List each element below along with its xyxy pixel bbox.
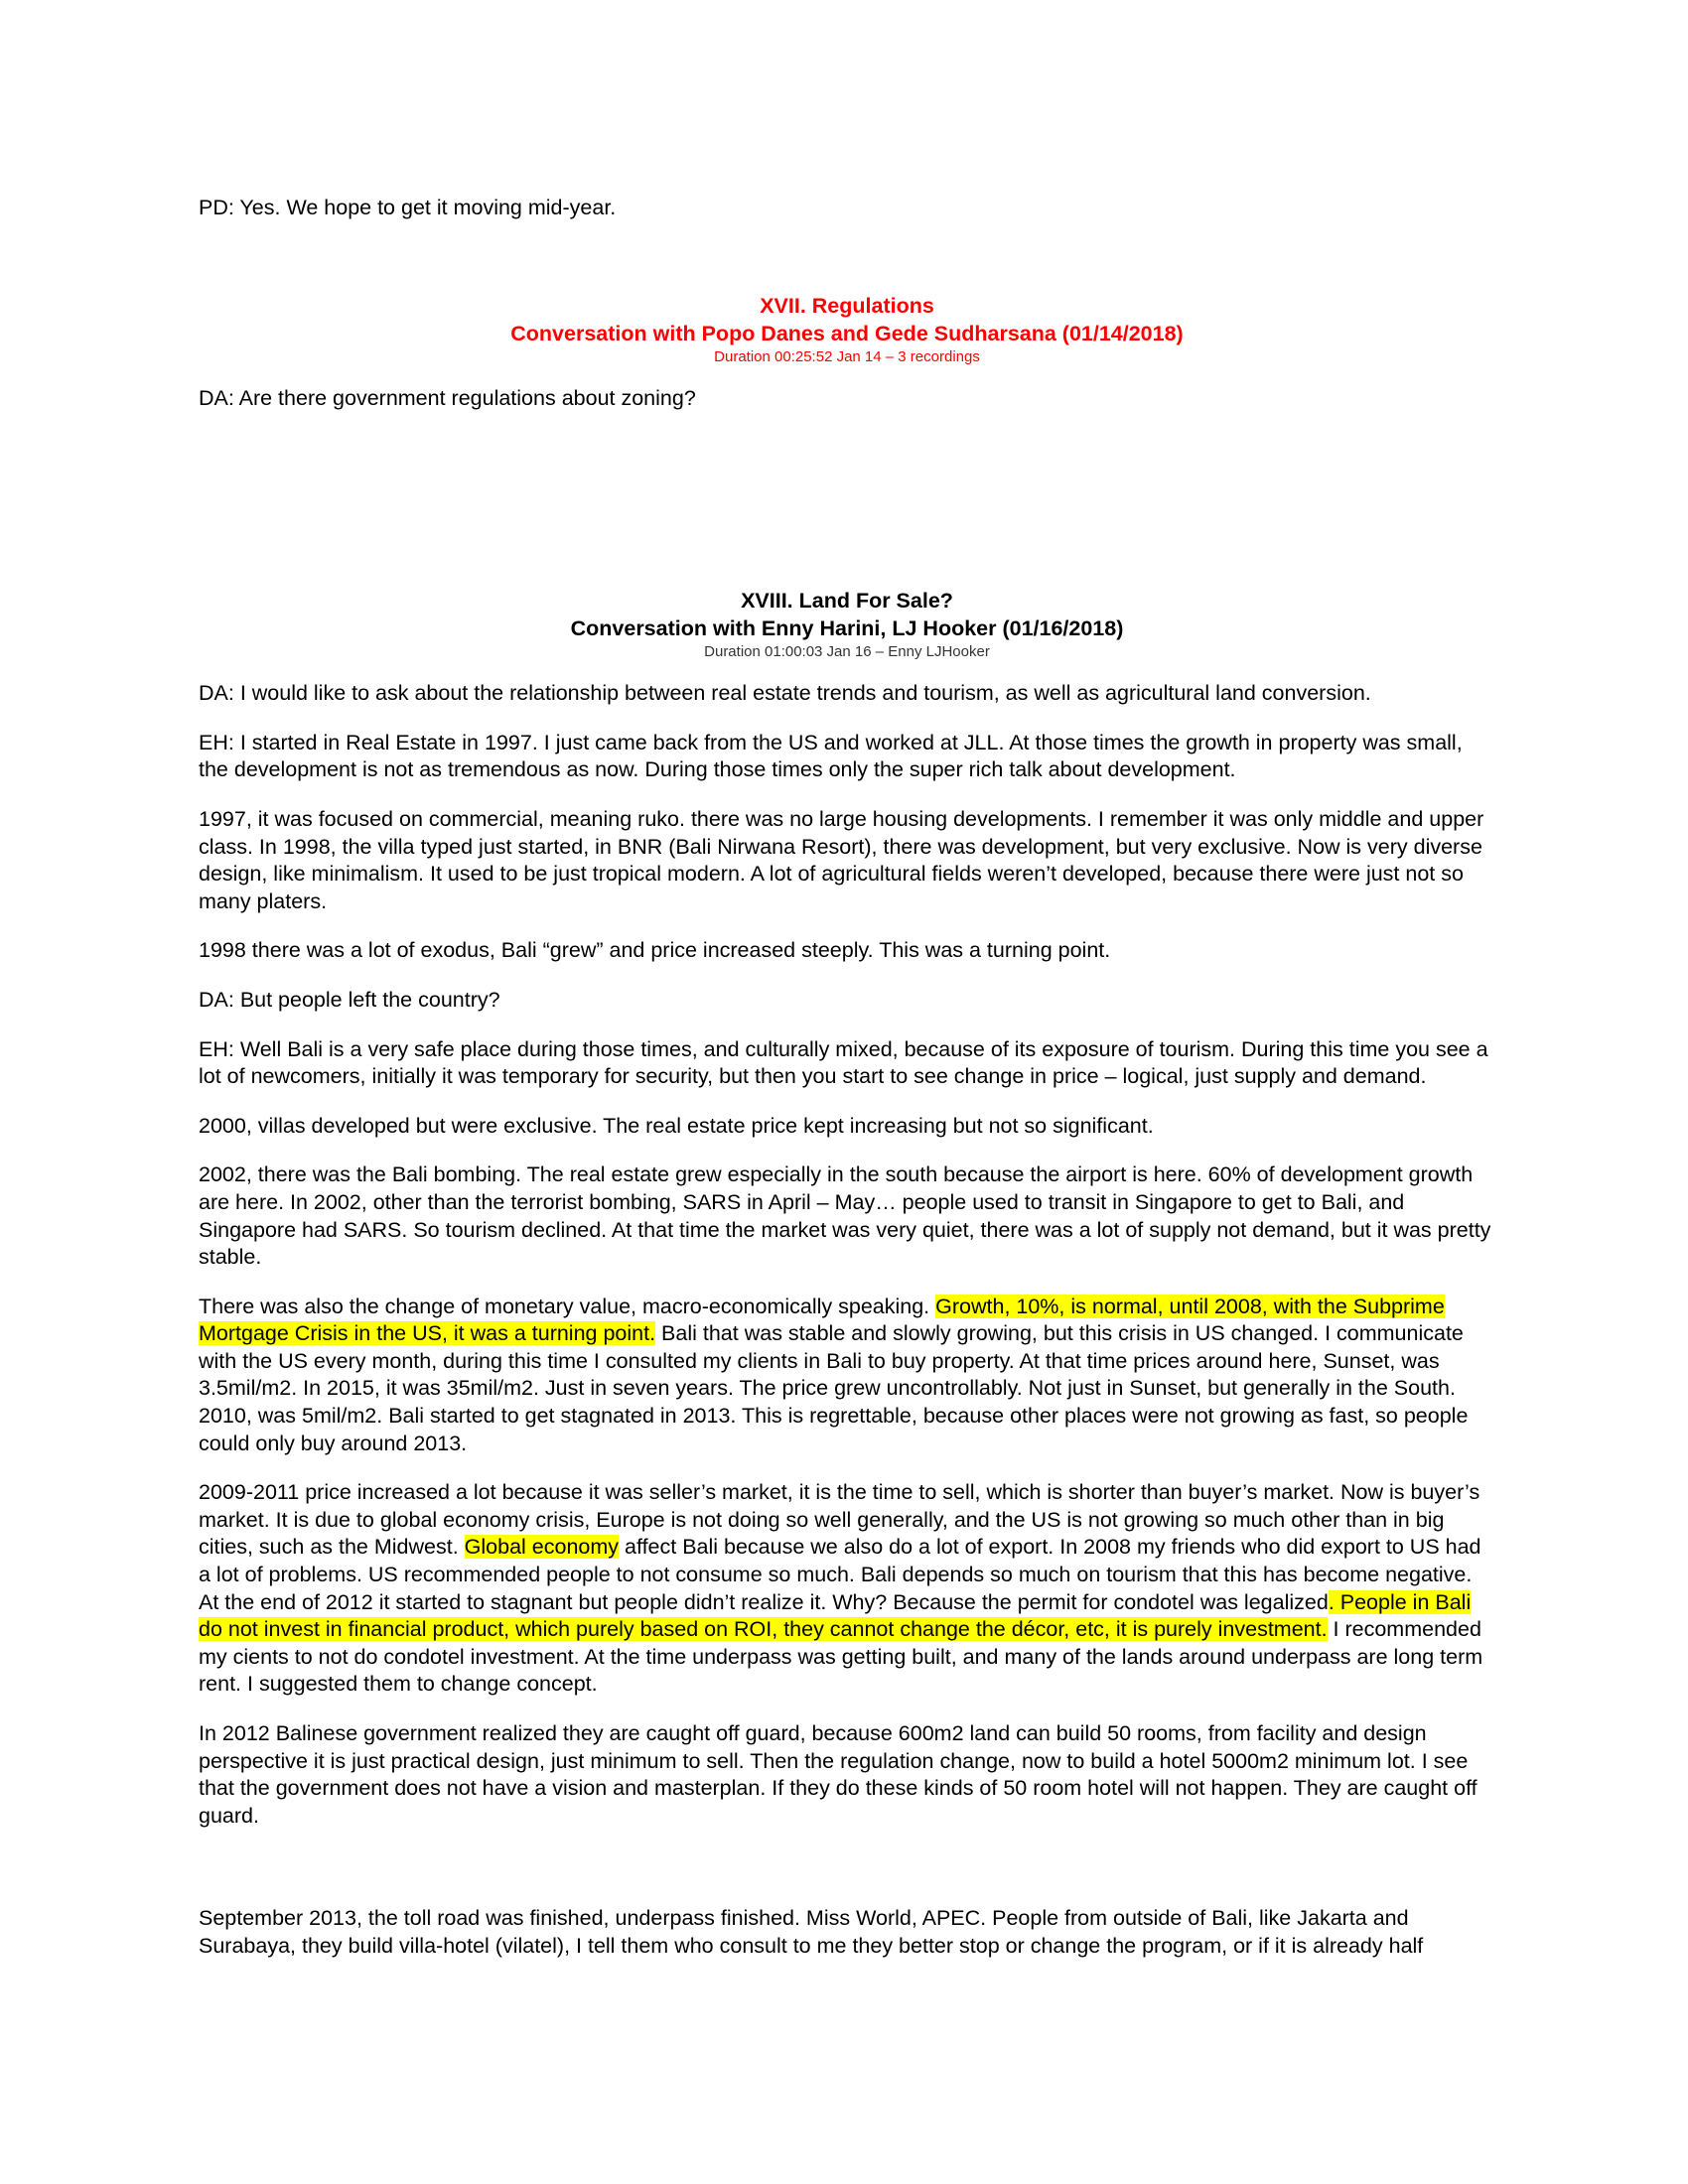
paragraph-2012-government: In 2012 Balinese government realized they are caught off guard, because 600m2 land can build 50 rooms, from facility and design perspective it is just practical design, just minimum to sell. Then the regulation change, now to build a hotel 5000m2 minimum lot. I see that the government does not have a vision and masterplan. If they do these kinds of 50 room hotel will not happen. They are caught off guard. <box>199 1721 1477 1828</box>
text-run: affect Bali because we also do a lot of export. In 2008 my friends who did export to US had a lot of problems. US recommended people to not consume so much. Bali depends so much on tourism that this has become negative. At the end of 2012 it started to stagnant but people didn’t realize it. Why? Because the permit for condotel was legalized <box>199 1535 1481 1614</box>
paragraph-september-2013: September 2013, the toll road was finished, underpass finished. Miss World, APEC. People from outside of Bali, like Jakarta and Surabaya, they build villa-hotel (vilatel), I tell them who consult to me they better stop or change the program, or if it is already half <box>199 1906 1424 1958</box>
text-run: I recommended my cients to not do condotel investment. At the time underpass was getting built, and many of the lands around underpass are long term rent. I suggested them to change concept. <box>199 1617 1483 1697</box>
text-run: 2009-2011 price increased a lot because it was seller’s market, it is the time to sell, which is shorter than buyer’s market. Now is buyer’s market. It is due to global economy crisis, Europe is not doing so well generally, and the US is not growing so much other than in big cities, such as the Midwest. <box>199 1480 1480 1560</box>
section-18-title: XVIII. Land For Sale? <box>741 589 953 614</box>
paragraph-da-question: DA: I would like to ask about the relationship between real estate trends and tourism, as well as agricultural land conversion. <box>199 681 1371 706</box>
section-17-title: XVII. Regulations <box>760 293 934 318</box>
paragraph-eh-safe-place: EH: Well Bali is a very safe place during those times, and culturally mixed, because of its exposure of tourism. During this time you see a lot of newcomers, initially it was temporary for security, but then you start to see change in price – logical, just supply and demand. <box>199 1036 1488 1089</box>
text-run: Bali that was stable and slowly growing, but this crisis in US changed. I communicate with the US every month, during this time I consulted my clients in Bali to buy property. At that time prices around here, Sunset, was 3.5mil/m2. In 2015, it was 35mil/m2. Just in seven years. The price grew uncontrollably. Not just in Sunset, but generally in the South. 2010, was 5mil/m2. Bali started to get stagnated in 2013. This is regrettable, because other places were not growing as fast, so people could only buy around 2013. <box>199 1321 1469 1455</box>
section-18-duration: Duration 01:00:03 Jan 16 – Enny LJHooker <box>704 643 990 661</box>
paragraph-monetary-value <box>199 1294 1495 1458</box>
highlighted-text: Global economy <box>464 1535 620 1560</box>
paragraph-eh-start: EH: I started in Real Estate in 1997. I just came back from the US and worked at JLL. At those times the growth in property was small, the development is not as tremendous as now. During those times only the super rich talk about development. <box>199 730 1463 782</box>
paragraph-1998: 1998 there was a lot of exodus, Bali “grew” and price increased steeply. This was a turning point. <box>199 938 1111 963</box>
section-18-subtitle: Conversation with Enny Harini, LJ Hooker (01/16/2018) <box>570 616 1124 641</box>
text-run: There was also the change of monetary value, macro-economically speaking. <box>199 1294 936 1318</box>
paragraph-da-left-country: DA: But people left the country? <box>199 987 500 1012</box>
transcript-line-pd: PD: Yes. We hope to get it moving mid-year. <box>199 196 617 219</box>
paragraph-1997: 1997, it was focused on commercial, meaning ruko. there was no large housing developments. I remember it was only middle and upper class. In 1998, the villa typed just started, in BNR (Bali Nirwana Resort), there was development, but very exclusive. Now is very diverse design, like minimalism. It used to be just tropical modern. A lot of agricultural fields weren’t developed, because there were just not so many platers. <box>199 806 1484 913</box>
section-17-duration: Duration 00:25:52 Jan 14 – 3 recordings <box>714 347 980 365</box>
paragraph-2000: 2000, villas developed but were exclusive. The real estate price kept increasing but not so significant. <box>199 1113 1154 1138</box>
paragraph-2002: 2002, there was the Bali bombing. The real estate grew especially in the south because the airport is here. 60% of development growth are here. In 2002, other than the terrorist bombing, SARS in April – May… people used to transit in Singapore to get to Bali, and Singapore had SARS. So tourism declined. At that time the market was very quiet, there was a lot of supply not demand, but it was pretty stable. <box>199 1162 1491 1270</box>
highlighted-text: . People in Bali do not invest in financial product, which purely based on ROI, they cannot change the décor, etc, it is purely investment. <box>199 1589 1472 1642</box>
highlighted-text: Growth, 10%, is normal, until 2008, with the Subprime Mortgage Crisis in the US, it was a turning point. <box>199 1294 1445 1346</box>
document-page <box>199 195 1495 1961</box>
section-17-question: DA: Are there government regulations about zoning? <box>199 385 696 410</box>
section-17-subtitle: Conversation with Popo Danes and Gede Sudharsana (01/14/2018) <box>510 321 1184 345</box>
paragraph-2009-2011 <box>199 1479 1495 1699</box>
